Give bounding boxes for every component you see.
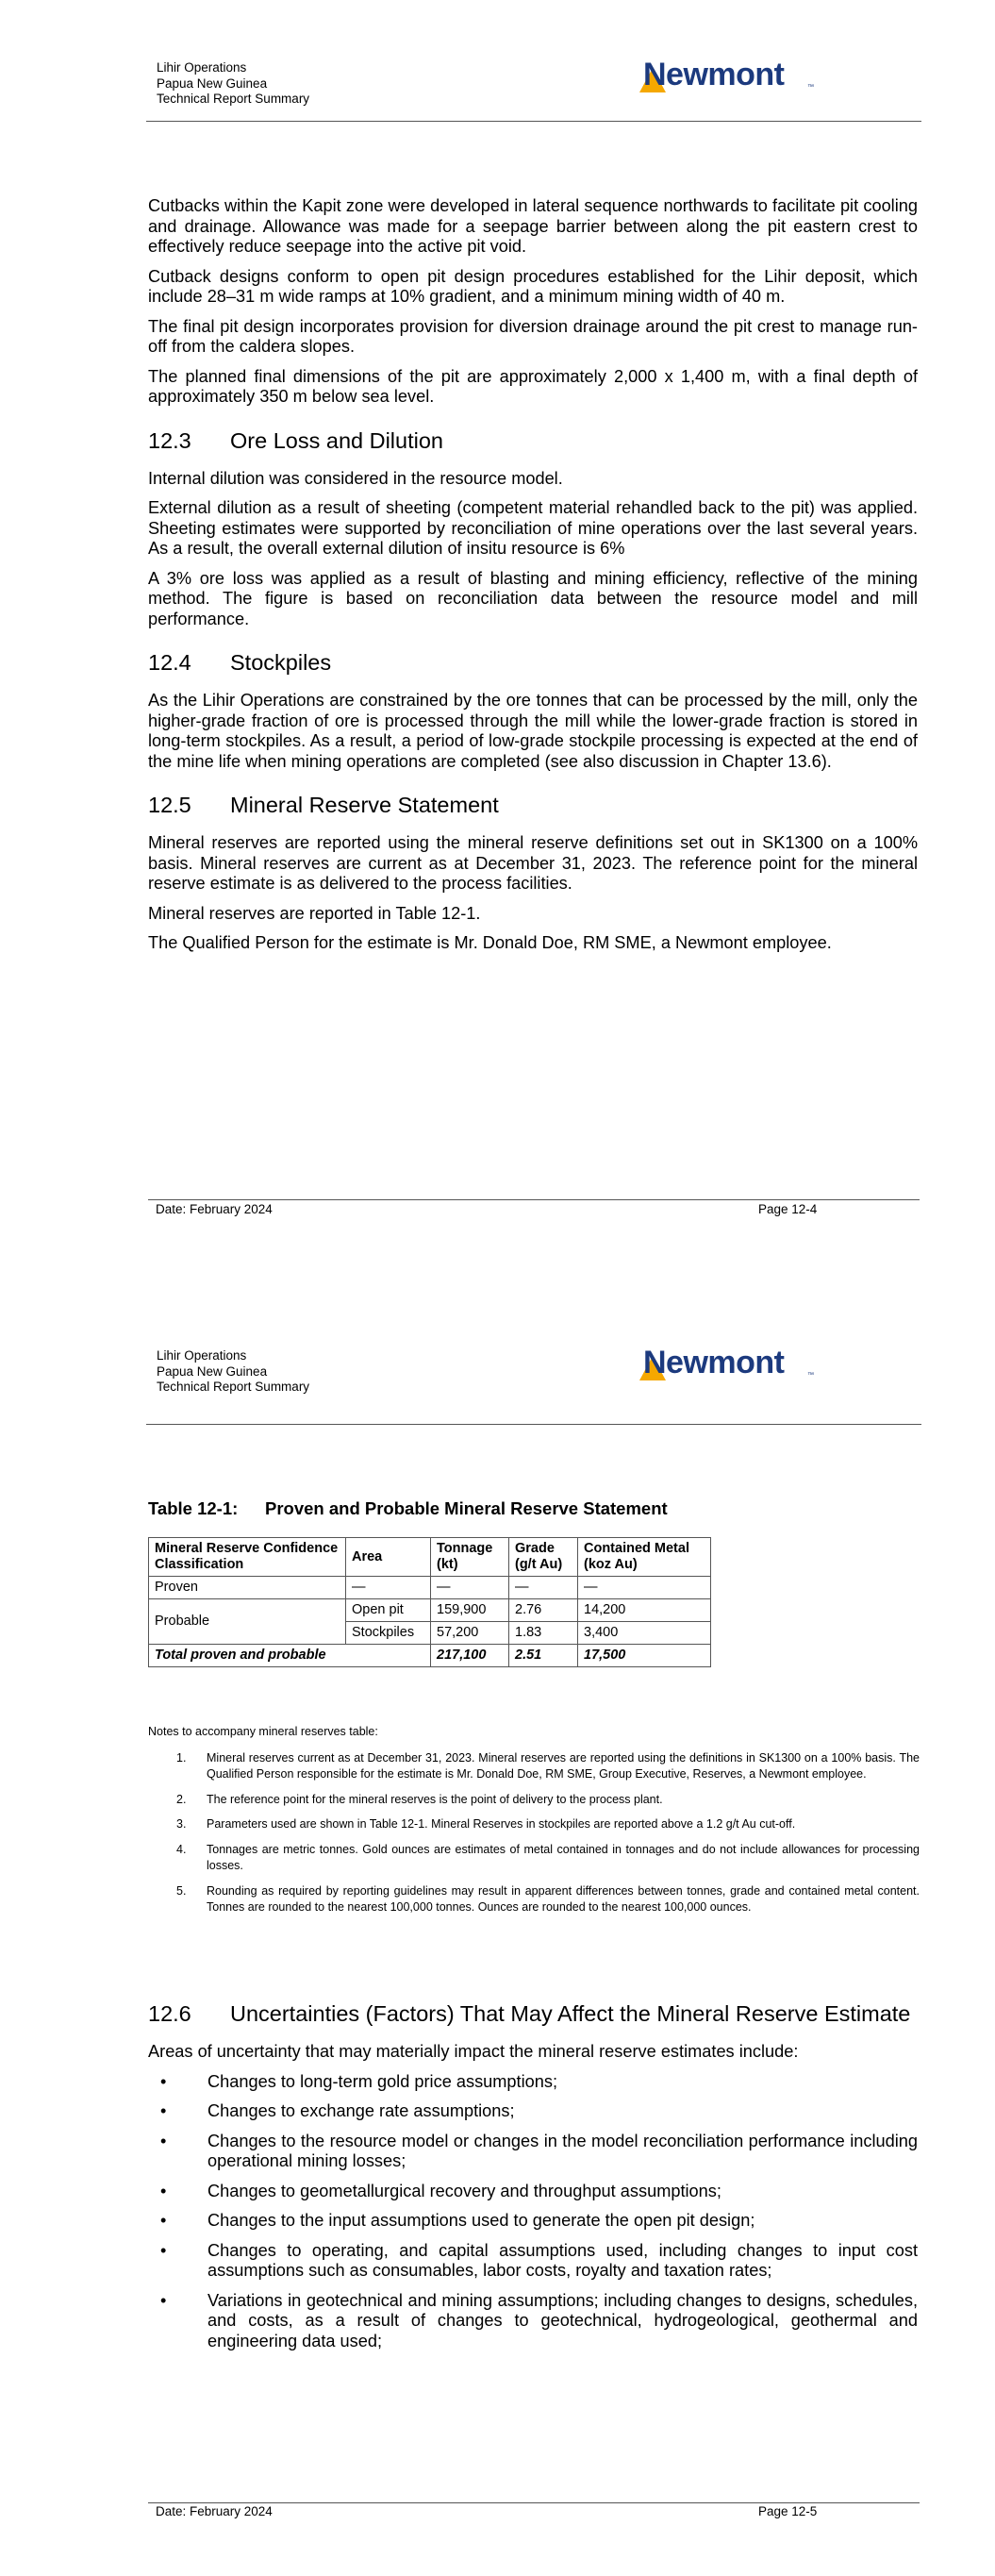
paragraph: External dilution as a result of sheeting (competent material rehandled back to the pit) was applied. Sheeting estimates were supported by reconciliation of mine operations over the last several years. As a result, the overall external dilution of insitu resource is 6% [148, 498, 918, 558]
classification-cell: Probable [149, 1599, 346, 1645]
logo-trademark: ™ [807, 1372, 814, 1379]
section-number: 12.5 [148, 793, 191, 817]
logo-wordmark: Newmont [643, 1345, 785, 1380]
uncertainty-list [148, 2072, 918, 2352]
total-label-cell: Total proven and probable [149, 1645, 431, 1667]
newmont-logo [638, 57, 815, 96]
table-title: Proven and Probable Mineral Reserve Statement [265, 1498, 668, 1518]
list-item-text: Changes to operating, and capital assumptions used, including changes to input cost assumptions such as consumables, labor costs, royalty and taxation rates; [207, 2240, 918, 2280]
section-title: Uncertainties (Factors) That May Affect the Mineral Reserve Estimate [230, 2001, 911, 2026]
metal-cell: 3,400 [578, 1622, 711, 1645]
note-number: 3. [176, 1817, 187, 1831]
paragraph: A 3% ore loss was applied as a result of blasting and mining efficiency, reflective of the mining method. The figure is based on reconciliation data between the resource model and mill performance. [148, 568, 918, 628]
header-divider [146, 1424, 921, 1425]
list-item [148, 2241, 918, 2282]
list-item [148, 2101, 918, 2122]
note-text: Parameters used are shown in Table 12-1. Mineral Reserves in stockpiles are reported above a 1.2 g/t Au cut-off. [207, 1817, 796, 1831]
area-cell: Open pit [346, 1599, 431, 1622]
section-heading-12-6 [148, 2001, 918, 2027]
paragraph: As the Lihir Operations are constrained by the ore tonnes that can be processed by the mill, only the higher-grade fraction of ore is processed through the mill while the lower-grade fraction is stored in long-term stockpiles. As a result, a period of low-grade stockpile processing is expected at the end of the mine life when mining operations are completed (see also discussion in Chapter 13.6). [148, 691, 918, 771]
list-item-text: Changes to long-term gold price assumptions; [207, 2071, 558, 2091]
table-caption [148, 1498, 668, 1519]
note-text: Rounding as required by reporting guidelines may result in apparent differences between tonnes, grade and contained metal content. Tonnes are rounded to the nearest 100,000 tonnes. Ounces are rounded to the nearest 100,000 ounces. [207, 1883, 920, 1914]
grade-cell: 2.51 [509, 1645, 578, 1667]
page2-body [148, 2001, 918, 2361]
note-number: 4. [176, 1842, 187, 1856]
list-item-text: Changes to the resource model or changes in the model reconciliation performance including operational mining losses; [207, 2131, 918, 2170]
section-title: Ore Loss and Dilution [230, 427, 443, 453]
section-heading-12-3 [148, 428, 918, 454]
logo-wordmark: Newmont [643, 57, 785, 92]
paragraph: Mineral reserves are reported in Table 12-1. [148, 903, 481, 923]
note-number: 5. [176, 1883, 187, 1898]
note-item [148, 1792, 920, 1809]
section-number: 12.3 [148, 427, 191, 453]
column-header: Grade (g/t Au) [509, 1538, 578, 1577]
paragraph: Mineral reserves are reported using the mineral reserve definitions set out in SK1300 on a 100% basis. Mineral reserves are current as at December 31, 2023. The reference point for the mineral reserve estimate is as delivered to the process facilities. [148, 833, 918, 893]
note-text: The reference point for the mineral reserves is the point of delivery to the process plant. [207, 1792, 663, 1806]
tonnage-cell: 217,100 [431, 1645, 509, 1667]
header-line: Papua New Guinea [157, 75, 268, 91]
note-item [148, 1842, 920, 1875]
table-header-row [149, 1538, 711, 1577]
note-text: Mineral reserves current as at December 31, 2023. Mineral reserves are reported using the definitions in SK1300 on a 100% basis. The Qualified Person responsible for the estimate is Mr. Donald Doe, RM SME, Group Executive, Reserves, a Newmont employee. [207, 1750, 920, 1781]
section-number: 12.4 [148, 650, 191, 675]
paragraph: Cutback designs conform to open pit design procedures established for the Lihir deposit, which include 28–31 m wide ramps at 10% gradient, and a minimum mining width of 40 m. [148, 266, 918, 306]
page-header [157, 60, 309, 108]
metal-cell: 17,500 [578, 1645, 711, 1667]
notes-intro: Notes to accompany mineral reserves table: [148, 1725, 378, 1738]
paragraph: The planned final dimensions of the pit are approximately 2,000 x 1,400 m, with a final depth of approximately 350 m below sea level. [148, 366, 918, 406]
header-line: Lihir Operations [157, 60, 247, 75]
paragraph: Areas of uncertainty that may materially impact the mineral reserve estimates include: [148, 2042, 799, 2061]
section-number: 12.6 [148, 2001, 191, 2026]
tonnage-cell: 57,200 [431, 1622, 509, 1645]
list-item [148, 2132, 918, 2172]
note-item [148, 1883, 920, 1916]
bullet: • [160, 2181, 167, 2200]
column-header: Tonnage (kt) [431, 1538, 509, 1577]
paragraph: Internal dilution was considered in the resource model. [148, 468, 563, 488]
bullet: • [160, 2071, 167, 2091]
bullet: • [160, 2240, 167, 2260]
note-text: Tonnages are metric tonnes. Gold ounces are estimates of metal contained in tonnages and do not include allowances for processing losses. [207, 1842, 920, 1872]
bullet: • [160, 2211, 167, 2230]
grade-cell: 1.83 [509, 1622, 578, 1645]
list-item [148, 2211, 918, 2232]
list-item [148, 2182, 918, 2202]
footer-divider [148, 2502, 920, 2503]
section-heading-12-4 [148, 650, 918, 676]
list-item-text: Changes to the input assumptions used to generate the open pit design; [207, 2211, 755, 2230]
list-item [148, 2072, 918, 2093]
list-item-text: Changes to geometallurgical recovery and throughput assumptions; [207, 2181, 721, 2200]
table-row [149, 1599, 711, 1622]
column-header: Contained Metal (koz Au) [578, 1538, 711, 1577]
area-cell: Stockpiles [346, 1622, 431, 1645]
section-title: Stockpiles [230, 650, 332, 675]
header-line: Technical Report Summary [157, 1380, 310, 1394]
footer-divider [148, 1199, 920, 1200]
page-header [157, 1348, 309, 1396]
bullet: • [160, 2290, 167, 2310]
mineral-reserve-table [148, 1537, 711, 1667]
metal-cell: 14,200 [578, 1599, 711, 1622]
note-item [148, 1750, 920, 1783]
grade-cell: 2.76 [509, 1599, 578, 1622]
table-notes [148, 1724, 920, 1925]
note-item [148, 1816, 920, 1833]
header-divider [146, 121, 921, 122]
table-label: Table 12-1: [148, 1498, 239, 1518]
grade-cell: — [509, 1577, 578, 1599]
page1-body [148, 196, 918, 963]
metal-cell: — [578, 1577, 711, 1599]
paragraph: Cutbacks within the Kapit zone were developed in lateral sequence northwards to facilitate pit cooling and drainage. Allowance was made for a seepage barrier between along the pit eastern crest to effectively reduce seepage into the active pit void. [148, 196, 918, 256]
note-number: 2. [176, 1792, 187, 1806]
area-cell: — [346, 1577, 431, 1599]
header-line: Papua New Guinea [157, 1363, 268, 1379]
paragraph: The final pit design incorporates provision for diversion drainage around the pit crest to manage run-off from the caldera slopes. [148, 316, 918, 356]
note-number: 1. [176, 1750, 187, 1765]
document-page-2 [0, 1288, 995, 2576]
table-row [149, 1577, 711, 1599]
tonnage-cell: 159,900 [431, 1599, 509, 1622]
section-title: Mineral Reserve Statement [230, 793, 499, 817]
bullet: • [160, 2131, 167, 2150]
table-total-row [149, 1645, 711, 1667]
list-item-text: Changes to exchange rate assumptions; [207, 2101, 515, 2120]
section-heading-12-5 [148, 793, 918, 818]
newmont-logo [638, 1345, 815, 1384]
footer-page-number: Page 12-5 [758, 2504, 818, 2518]
paragraph: The Qualified Person for the estimate is Mr. Donald Doe, RM SME, a Newmont employee. [148, 933, 832, 952]
column-header: Mineral Reserve Confidence Classification [149, 1538, 346, 1577]
list-item-text: Variations in geotechnical and mining assumptions; including changes to designs, schedules, and costs, as a result of changes to geotechnical, hydrogeological, geothermal and engineering data used; [207, 2290, 918, 2350]
classification-cell: Proven [149, 1577, 346, 1599]
bullet: • [160, 2101, 167, 2120]
header-line: Lihir Operations [157, 1348, 247, 1363]
footer-page-number: Page 12-4 [758, 1202, 818, 1216]
logo-trademark: ™ [807, 84, 814, 91]
footer-date: Date: February 2024 [156, 1202, 273, 1216]
tonnage-cell: — [431, 1577, 509, 1599]
footer-date: Date: February 2024 [156, 2504, 273, 2518]
list-item [148, 2291, 918, 2352]
column-header: Area [346, 1538, 431, 1577]
header-line: Technical Report Summary [157, 92, 310, 106]
